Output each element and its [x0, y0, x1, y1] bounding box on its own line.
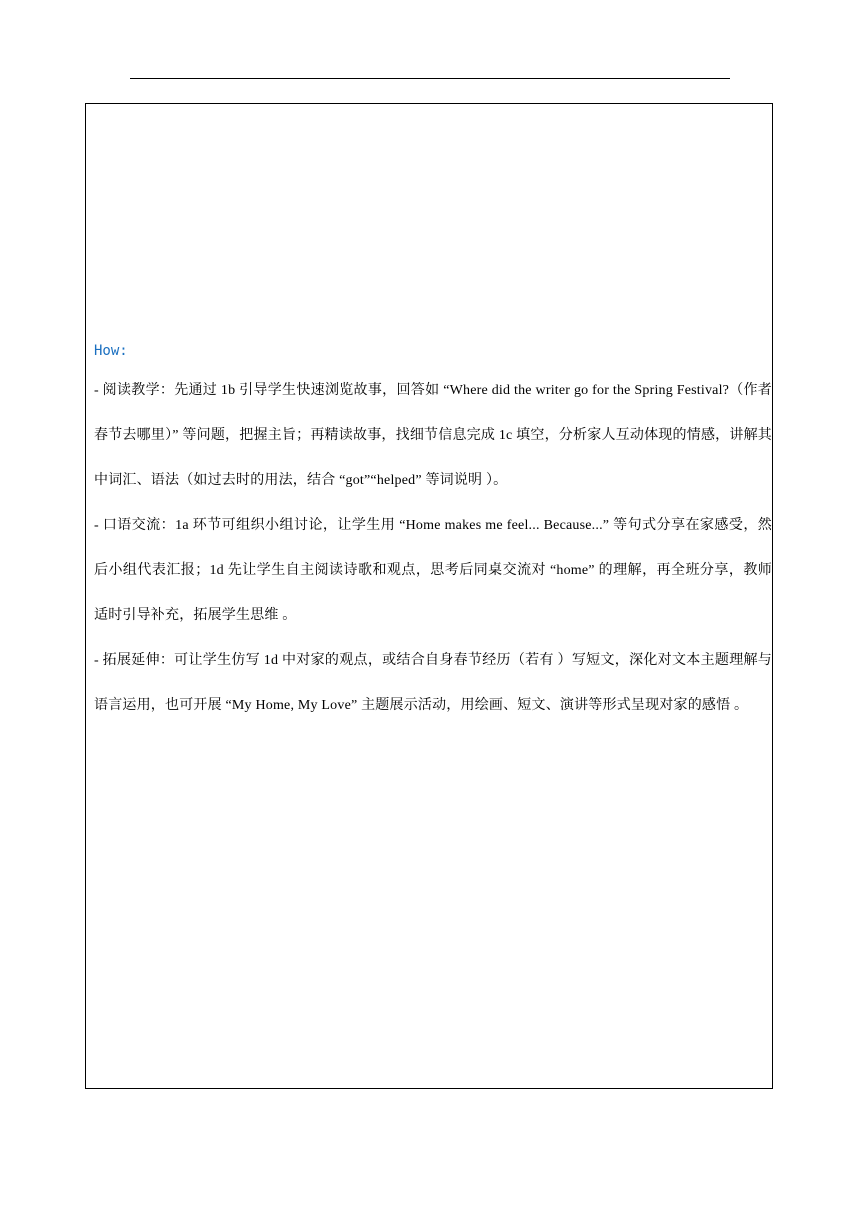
paragraph-reading: - 阅读教学：先通过 1b 引导学生快速浏览故事，回答如 “Where did the writer go for the Spring Festival?（作者春节去哪里）” 等问题，把握主旨；再精读故事，找细节信息完成 1c 填空，分析家人互动体现的情感，讲解其中词汇、语法（如过去时的用法，结合 “got”“helped” 等词说明 ）。 — [94, 383, 772, 488]
section-heading: How: — [94, 343, 128, 359]
cell-content — [94, 338, 772, 728]
paragraph-speaking: - 口语交流：1a 环节可组织小组讨论，让学生用 “Home makes me feel... Because...” 等句式分享在家感受，然后小组代表汇报；1d 先让学生自主阅读诗歌和观点，思考后同桌交流对 “home” 的理解，再全班分享，教师适时引导补充，拓展学生思维 。 — [94, 518, 772, 623]
paragraph-extension: - 拓展延伸：可让学生仿写 1d 中对家的观点，或结合自身春节经历（若有 ）写短文，深化对文本主题理解与语言运用，也可开展 “My Home, My Love” 主题展示活动，用绘画、短文、演讲等形式呈现对家的感悟 。 — [94, 653, 772, 713]
header-rule — [130, 78, 730, 79]
